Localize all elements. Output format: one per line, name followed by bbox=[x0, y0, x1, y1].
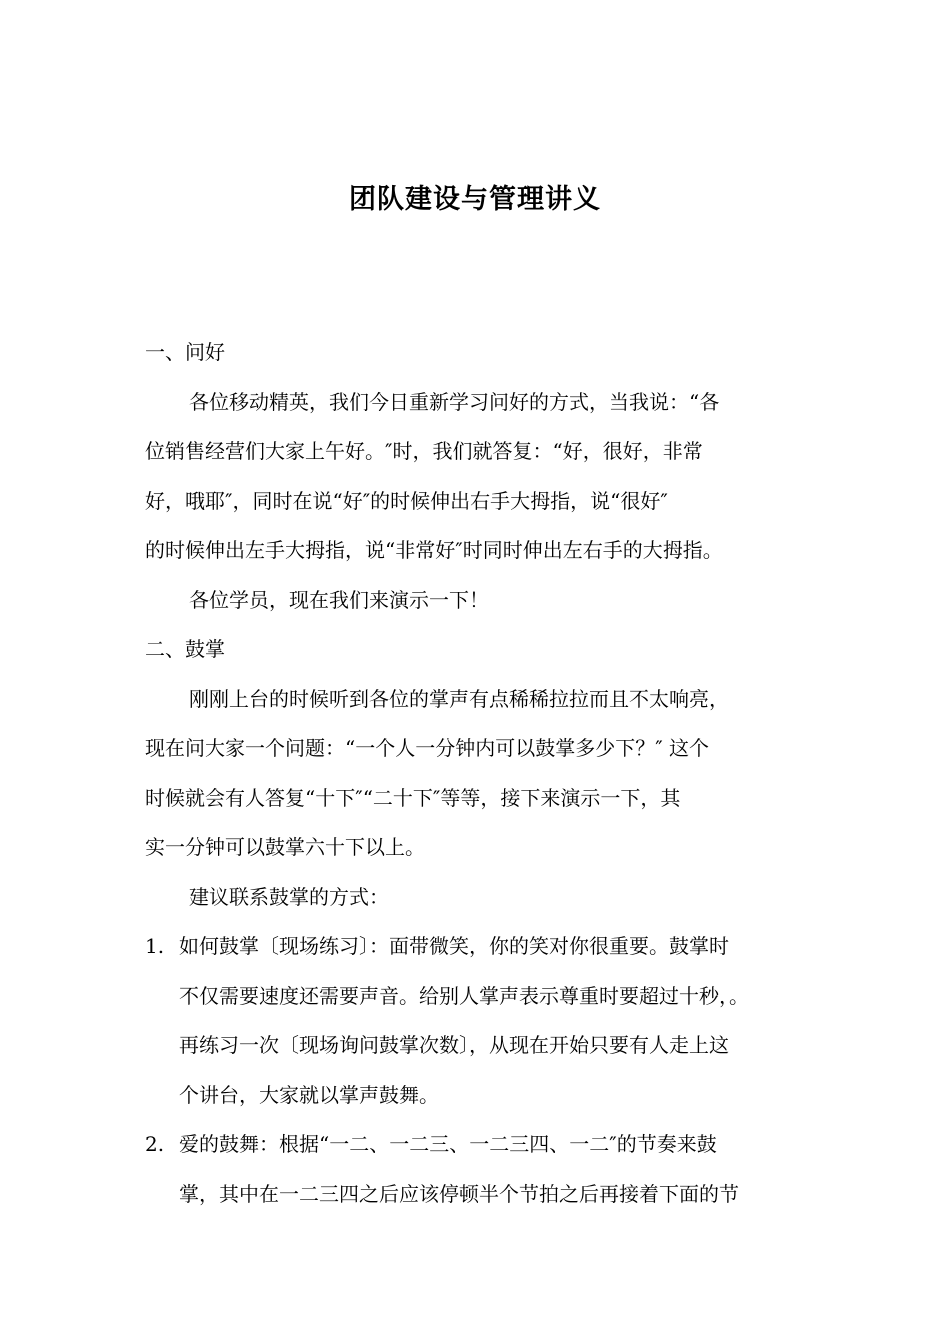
paragraph-line: 各位学员，现在我们来演示一下！ bbox=[189, 587, 489, 612]
paragraph-line: 时候就会有人答复“十下″“二十下″等等，接下来演示一下，其 bbox=[145, 785, 681, 810]
section-heading: 二、鼓掌 bbox=[145, 637, 225, 661]
list-item-number: 2. bbox=[145, 1132, 165, 1156]
paragraph-line: 建议联系鼓掌的方式： bbox=[189, 884, 389, 909]
paragraph-line: 现在问大家一个问题：“一个人一分钟内可以鼓掌多少下？″ 这个 bbox=[145, 736, 710, 760]
document-title: 团队建设与管理讲义 bbox=[349, 184, 601, 215]
paragraph-line: 好，哦耶″，同时在说“好″的时候伸出右手大拇指，说“很好″ bbox=[145, 488, 668, 513]
list-item-number: 1. bbox=[145, 934, 165, 958]
document-body bbox=[145, 328, 810, 1219]
list-item-line: 再练习一次〔现场询问鼓掌次数〕，从现在开始只要有人走上这 bbox=[179, 1033, 729, 1057]
paragraph-line: 实一分钟可以鼓掌六十下以上。 bbox=[145, 835, 425, 859]
paragraph-line: 各位移动精英，我们今日重新学习问好的方式，当我说：“各 bbox=[189, 389, 720, 414]
list-item-line: 个讲台，大家就以掌声鼓舞。 bbox=[179, 1082, 439, 1107]
paragraph-line: 刚刚上台的时候听到各位的掌声有点稀稀拉拉而且不太响亮， bbox=[189, 686, 729, 711]
list-item-text: 爱的鼓舞：根据“一二、一二三、一二三四、一二″的节奏来鼓 bbox=[179, 1132, 717, 1156]
list-item-line: 掌，其中在一二三四之后应该停顿半个节拍之后再接着下面的节 bbox=[179, 1181, 739, 1206]
list-item-text: 如何鼓掌〔现场练习〕：面带微笑，你的笑对你很重要。鼓掌时 bbox=[179, 934, 729, 958]
section-heading: 一、问好 bbox=[145, 340, 225, 364]
list-item-line: 不仅需要速度还需要声音。给别人掌声表示尊重时要超过十秒，。 bbox=[179, 983, 749, 1008]
list-item bbox=[145, 922, 810, 972]
list-item bbox=[145, 1120, 810, 1170]
paragraph-line: 的时候伸出左手大拇指，说“非常好″时同时伸出左右手的大拇指。 bbox=[145, 538, 723, 562]
paragraph-line: 位销售经营们大家上午好。″时，我们就答复：“好，很好，非常 bbox=[145, 439, 703, 463]
